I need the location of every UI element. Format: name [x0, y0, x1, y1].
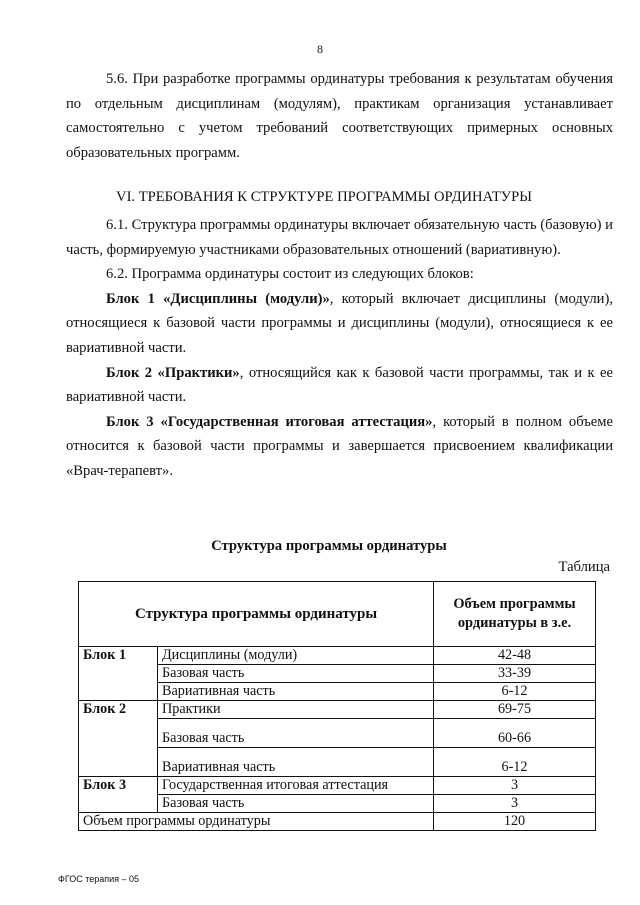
item-cell: Базовая часть	[158, 795, 434, 813]
paragraph-5-6-block	[66, 67, 613, 165]
block-2-paragraph	[66, 361, 613, 410]
table-header-row	[79, 582, 596, 647]
value-cell: 69-75	[434, 701, 596, 719]
block-3-text: , который в полном объеме относится к базовой части программы и завершается присвоением квалификации «Врач-терапевт».	[66, 413, 613, 479]
block-cell: Блок 3	[79, 777, 158, 813]
block-3-paragraph	[66, 410, 613, 484]
paragraph-5-6: 5.6. При разработке программы ординатуры требования к результатам обучения по отдельным дисциплинам (модулям), практикам организация устанавливает самостоятельно с учетом требований соответствующих примерных основных образовательных программ.	[66, 71, 613, 161]
block-2-text: , относящийся как к базовой части программы, так и к ее вариативной части.	[66, 364, 613, 406]
paragraph-6-2: 6.2. Программа ординатуры состоит из следующих блоков:	[106, 266, 474, 283]
table-row	[79, 701, 596, 719]
section-heading: VI. ТРЕБОВАНИЯ К СТРУКТУРЕ ПРОГРАММЫ ОРДИНАТУРЫ	[116, 189, 532, 205]
block-2-title: Блок 2 «Практики»	[106, 364, 240, 381]
value-cell: 42-48	[434, 647, 596, 665]
block-cell: Блок 2	[79, 701, 158, 777]
item-cell: Вариативная часть	[158, 683, 434, 701]
table-title: Структура программы ординатуры	[211, 538, 447, 554]
total-label: Объем программы ординатуры	[79, 813, 434, 831]
table-row	[79, 647, 596, 665]
header-structure: Структура программы ординатуры	[79, 582, 434, 647]
block-1-title: Блок 1 «Дисциплины (модули)»	[106, 290, 330, 307]
value-cell: 6-12	[434, 683, 596, 701]
table-total-row	[79, 813, 596, 831]
page-footer: ФГОС терапия – 05	[58, 874, 140, 884]
block-1-text: , который включает дисциплины (модули), относящиеся к базовой части программы и дисциплины (модули), относящиеся к ее вариативной части.	[66, 290, 613, 356]
block-3-title: Блок 3 «Государственная итоговая аттестация»	[106, 413, 433, 430]
value-cell: 3	[434, 795, 596, 813]
page-number: 8	[317, 42, 323, 56]
item-cell: Государственная итоговая аттестация	[158, 777, 434, 795]
table-label: Таблица	[558, 559, 610, 575]
total-value: 120	[434, 813, 596, 831]
value-cell: 3	[434, 777, 596, 795]
item-cell: Вариативная часть	[158, 748, 434, 777]
section-6-body	[66, 213, 613, 484]
paragraph-6-1: 6.1. Структура программы ординатуры включает обязательную часть (базовую) и часть, формируемую участниками образовательных отношений (вариативную).	[66, 217, 613, 258]
block-cell: Блок 1	[79, 647, 158, 701]
value-cell: 33-39	[434, 665, 596, 683]
item-cell: Базовая часть	[158, 665, 434, 683]
item-cell: Практики	[158, 701, 434, 719]
value-cell: 6-12	[434, 748, 596, 777]
table-row	[79, 777, 596, 795]
value-cell: 60-66	[434, 719, 596, 748]
program-structure-table	[78, 581, 596, 831]
item-cell: Базовая часть	[158, 719, 434, 748]
item-cell: Дисциплины (модули)	[158, 647, 434, 665]
header-volume: Объем программы ординатуры в з.е.	[434, 582, 596, 647]
block-1-paragraph	[66, 287, 613, 361]
